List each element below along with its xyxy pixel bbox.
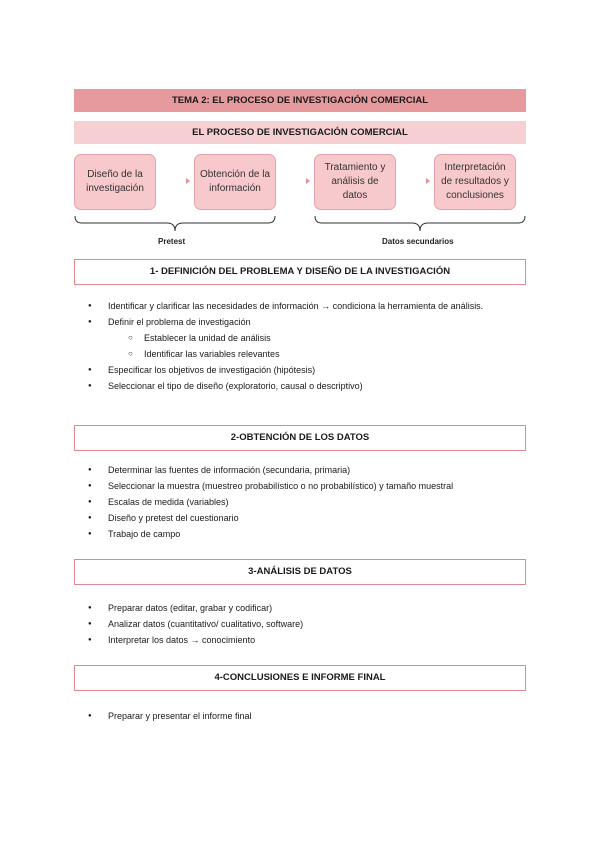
list-item: ● Seleccionar la muestra (muestreo probabilístico o no probabilístico) y tamaño muestral [74, 478, 526, 494]
section-heading-3: 3-ANÁLISIS DE DATOS [74, 559, 526, 585]
process-title: EL PROCESO DE INVESTIGACIÓN COMERCIAL [74, 121, 526, 144]
arrow-right-icon [306, 178, 310, 184]
list-item: ● Seleccionar el tipo de diseño (exploratorio, causal o descriptivo) [74, 378, 526, 394]
step-label: Interpretación de resultados y conclusiones [441, 162, 509, 201]
list-item: ● Especificar los objetivos de investigación (hipótesis) [74, 362, 526, 378]
brace-icon [74, 215, 276, 233]
arrow-right-icon [186, 178, 190, 184]
section-heading-1: 1- DEFINICIÓN DEL PROBLEMA Y DISEÑO DE LA INVESTIGACIÓN [74, 259, 526, 285]
list-item: ● Escalas de medida (variables) [74, 494, 526, 510]
list-item: ● Trabajo de campo [74, 526, 526, 542]
page-title: TEMA 2: EL PROCESO DE INVESTIGACIÓN COMERCIAL [74, 89, 526, 112]
section-heading-2: 2-OBTENCIÓN DE LOS DATOS [74, 425, 526, 451]
list-item: ○ Establecer la unidad de análisis [74, 330, 526, 346]
phase-label-secondary-data: Datos secundarios [382, 237, 454, 246]
step-label: Tratamiento y análisis de datos [324, 162, 386, 201]
section-4-list [74, 708, 526, 724]
process-step-design [74, 154, 156, 210]
list-item: ● Preparar datos (editar, grabar y codificar) [74, 600, 526, 616]
section-1-list [74, 298, 526, 394]
section-heading-4: 4-CONCLUSIONES E INFORME FINAL [74, 665, 526, 691]
brace-icon [314, 215, 526, 233]
list-item: ● Preparar y presentar el informe final [74, 708, 526, 724]
list-item: ● Identificar y clarificar las necesidades de información → condiciona la herramienta de análisis. [74, 298, 526, 314]
list-item: ● Interpretar los datos → conocimiento [74, 632, 526, 648]
section-2-list [74, 462, 526, 542]
section-3-list [74, 600, 526, 648]
list-item: ○ Identificar las variables relevantes [74, 346, 526, 362]
list-item: ● Determinar las fuentes de información (secundaria, primaria) [74, 462, 526, 478]
arrow-right-icon [426, 178, 430, 184]
process-step-obtaining [194, 154, 276, 210]
step-label: Diseño de la investigación [86, 169, 144, 194]
list-item: ● Diseño y pretest del cuestionario [74, 510, 526, 526]
list-item: ● Analizar datos (cuantitativo/ cualitativo, software) [74, 616, 526, 632]
process-step-interpretation [434, 154, 516, 210]
list-item: ● Definir el problema de investigación [74, 314, 526, 330]
step-label: Obtención de la información [199, 169, 271, 194]
process-step-analysis [314, 154, 396, 210]
phase-label-pretest: Pretest [158, 237, 186, 246]
